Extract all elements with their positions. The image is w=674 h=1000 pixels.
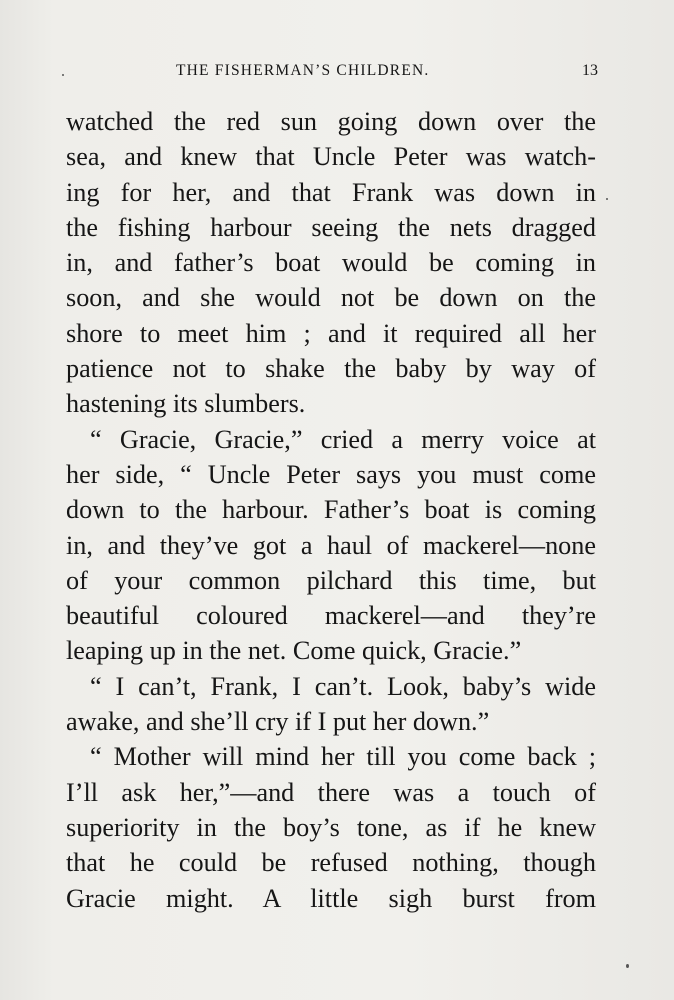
paper-speck (62, 74, 64, 76)
text-line: of your common pilchard this time, but (66, 565, 596, 595)
text-line: the fishing harbour seeing the nets dragged (66, 212, 596, 242)
text-line: soon, and she would not be down on the (66, 283, 596, 313)
text-line: “ Mother will mind her till you come back ; (90, 742, 596, 772)
text-line: ing for her, and that Frank was down in (66, 177, 596, 207)
paper-speck (626, 964, 629, 968)
text-line: beautiful coloured mackerel—and they’re (66, 601, 596, 631)
paper-speck (606, 198, 608, 200)
text-line: awake, and she’ll cry if I put her down.” (66, 707, 490, 737)
text-line: hastening its slumbers. (66, 389, 306, 419)
text-line: watched the red sun going down over the (66, 107, 596, 136)
text-line: her side, “ Uncle Peter says you must come (66, 459, 596, 489)
text-line: sea, and knew that Uncle Peter was watch- (66, 142, 596, 172)
text-line: that he could be refused nothing, though (66, 848, 596, 878)
text-line: “ I can’t, Frank, I can’t. Look, baby’s wide (90, 671, 596, 701)
page-number: 13 (582, 62, 598, 79)
text-line: down to the harbour. Father’s boat is coming (66, 495, 596, 525)
text-line: in, and they’ve got a haul of mackerel—none (66, 530, 596, 560)
running-head (64, 62, 598, 84)
text-line: I’ll ask her,”—and there was a touch of (66, 777, 596, 807)
text-line: superiority in the boy’s tone, as if he knew (66, 812, 596, 842)
text-line: shore to meet him ; and it required all her (66, 318, 596, 348)
text-line: Gracie might. A little sigh burst from (66, 883, 596, 913)
body-text (66, 104, 596, 916)
text-line: in, and father’s boat would be coming in (66, 248, 596, 278)
text-line: patience not to shake the baby by way of (66, 354, 596, 384)
text-line: leaping up in the net. Come quick, Gracie.” (66, 636, 522, 666)
running-head-title: THE FISHERMAN’S CHILDREN. (176, 62, 430, 79)
text-line: “ Gracie, Gracie,” cried a merry voice at (90, 424, 596, 454)
